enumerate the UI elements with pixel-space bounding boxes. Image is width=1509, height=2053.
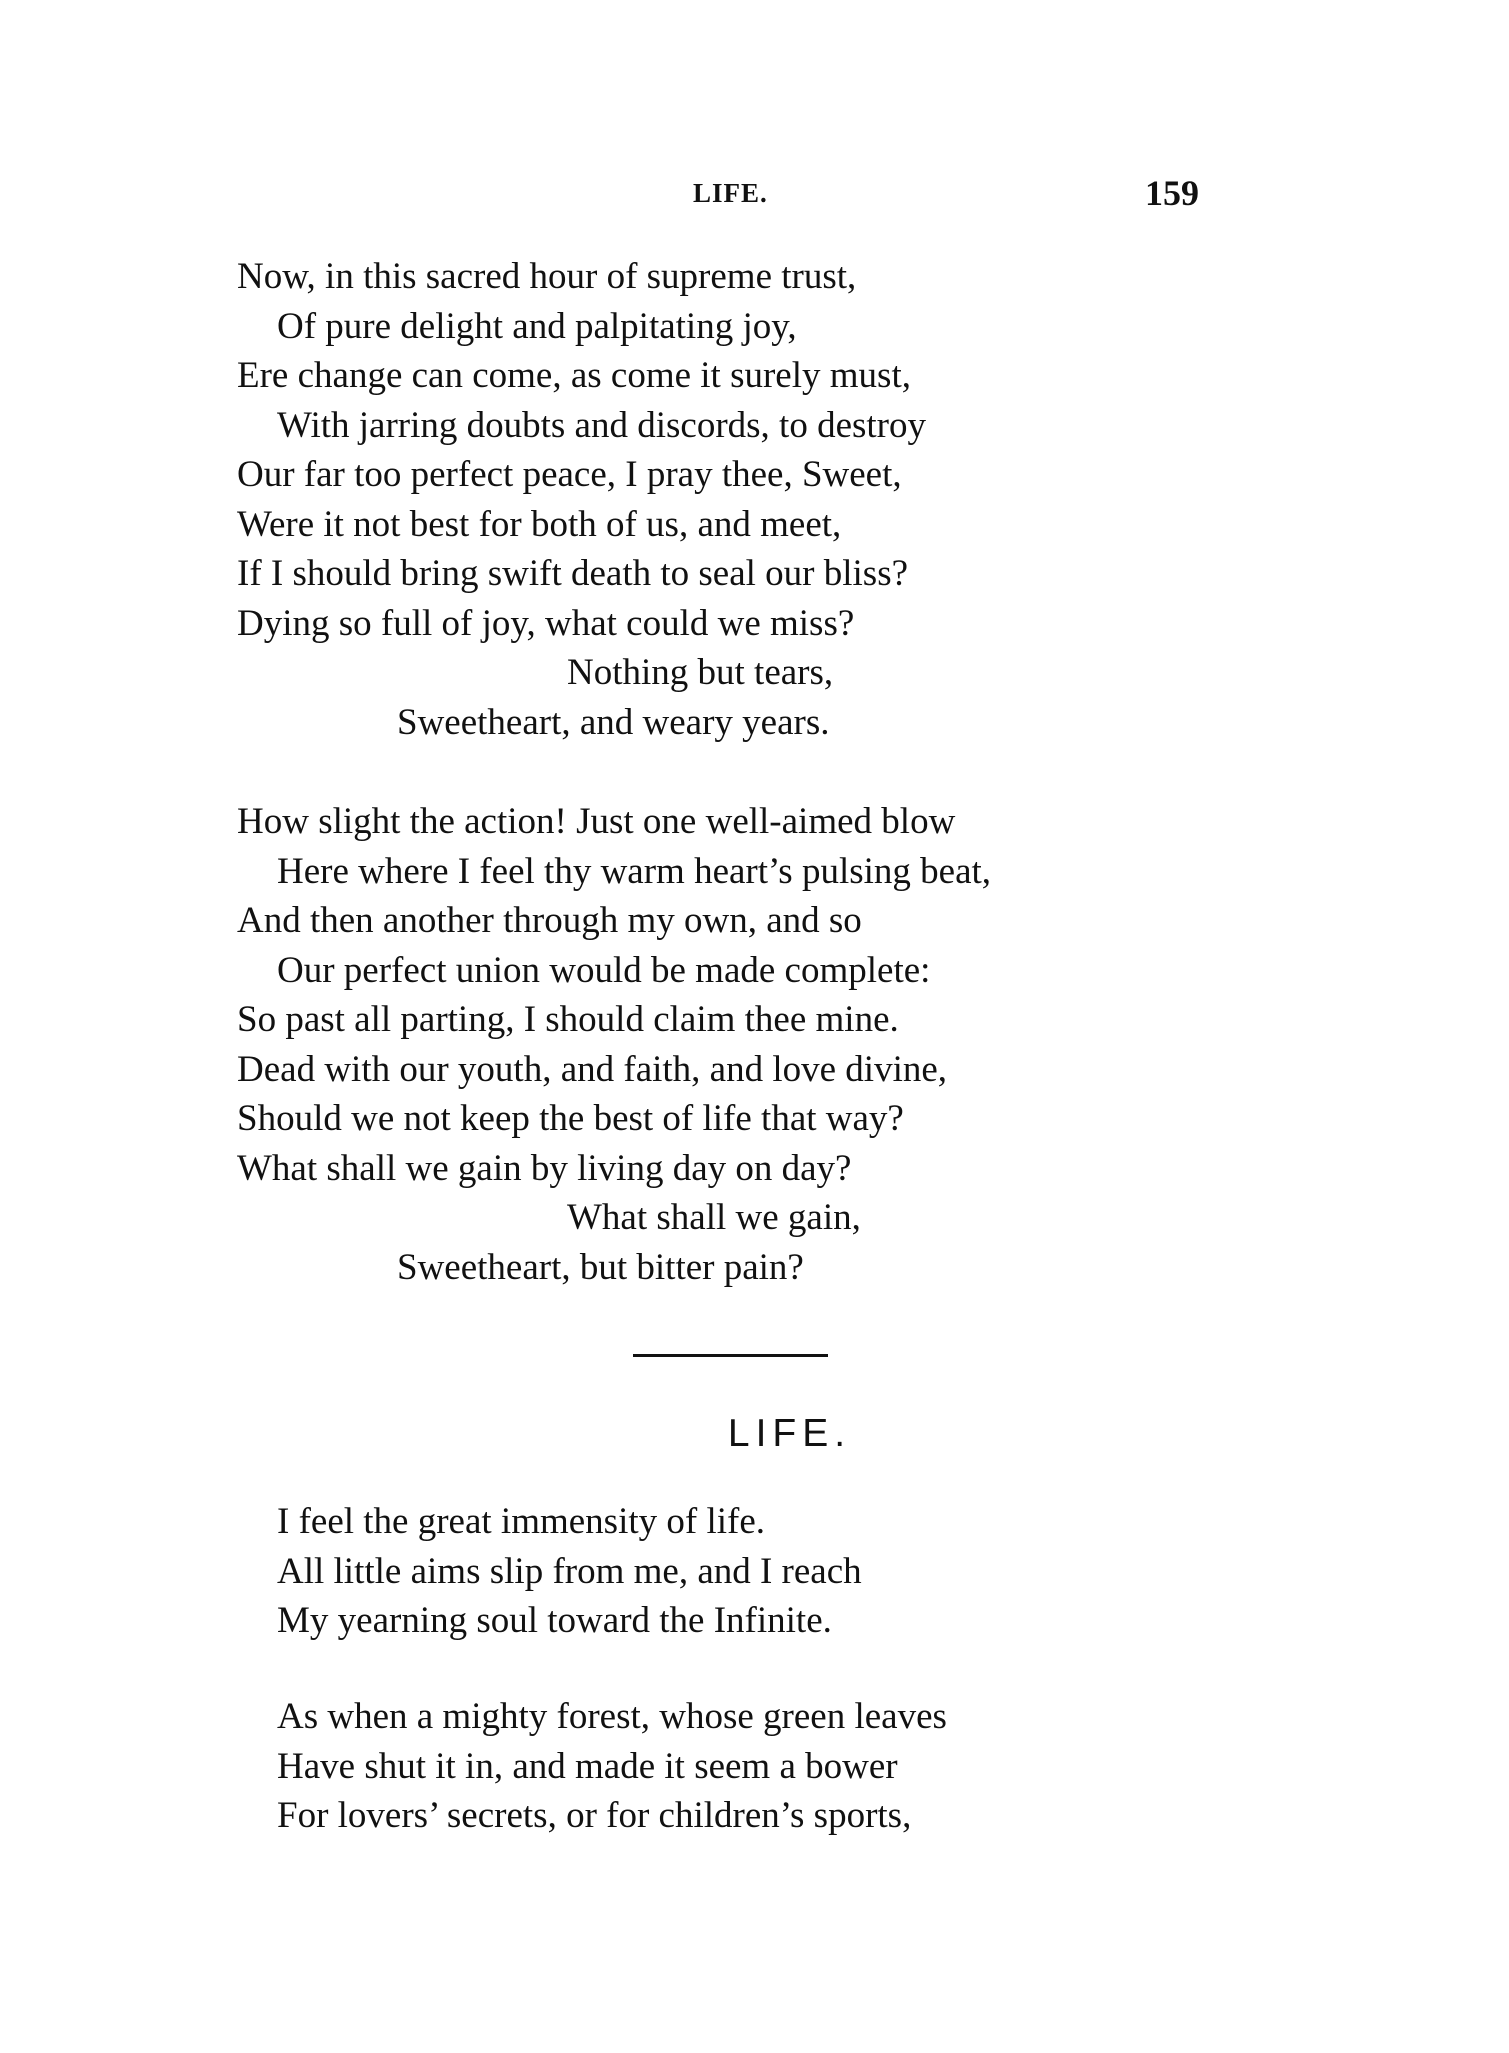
poem-stanza [277, 1497, 862, 1646]
verse-line: So past all parting, I should claim thee mine. [237, 999, 899, 1040]
verse-line: Here where I feel thy warm heart’s pulsing beat, [277, 850, 992, 892]
refrain-line: Sweetheart, and weary years. [397, 701, 830, 743]
verse-line: All little aims slip from me, and I reach [277, 1550, 862, 1592]
verse-line: Have shut it in, and made it seem a bower [277, 1745, 898, 1787]
verse-line: As when a mighty forest, whose green leaves [277, 1696, 947, 1737]
verse-line: Our far too perfect peace, I pray thee, Sweet, [237, 454, 902, 495]
verse-line: Dead with our youth, and faith, and love divine, [237, 1048, 948, 1090]
poem-title: LIFE. [727, 1412, 852, 1455]
verse-line: With jarring doubts and discords, to destroy [277, 404, 926, 446]
refrain-line: What shall we gain, [567, 1197, 861, 1238]
running-head [0, 173, 1509, 218]
verse-line: Were it not best for both of us, and meet, [237, 503, 842, 545]
refrain-line: Sweetheart, but bitter pain? [397, 1246, 804, 1288]
section-divider [633, 1354, 828, 1357]
verse-line: If I should bring swift death to seal our bliss? [237, 553, 909, 594]
page-number: 159 [1145, 173, 1199, 213]
poem-stanza [277, 1692, 947, 1841]
verse-line: For lovers’ secrets, or for children’s sports, [277, 1795, 912, 1836]
verse-line: How slight the action! Just one well-aimed blow [237, 801, 956, 842]
verse-line: I feel the great immensity of life. [277, 1501, 766, 1542]
verse-line: My yearning soul toward the Infinite. [277, 1600, 832, 1641]
verse-line: Ere change can come, as come it surely must, [237, 355, 911, 396]
verse-line: Our perfect union would be made complete: [277, 949, 931, 991]
verse-line: And then another through my own, and so [237, 900, 862, 941]
poem-stanza [237, 797, 991, 1292]
refrain-line: Nothing but tears, [567, 652, 834, 693]
verse-line: Should we not keep the best of life that way? [237, 1098, 904, 1139]
verse-line: Now, in this sacred hour of supreme trust, [237, 256, 857, 297]
verse-line: Of pure delight and palpitating joy, [277, 305, 797, 347]
poem-stanza [237, 252, 926, 747]
verse-line: Dying so full of joy, what could we miss? [237, 602, 855, 644]
running-title: LIFE. [693, 178, 768, 208]
verse-line: What shall we gain by living day on day? [237, 1147, 852, 1189]
